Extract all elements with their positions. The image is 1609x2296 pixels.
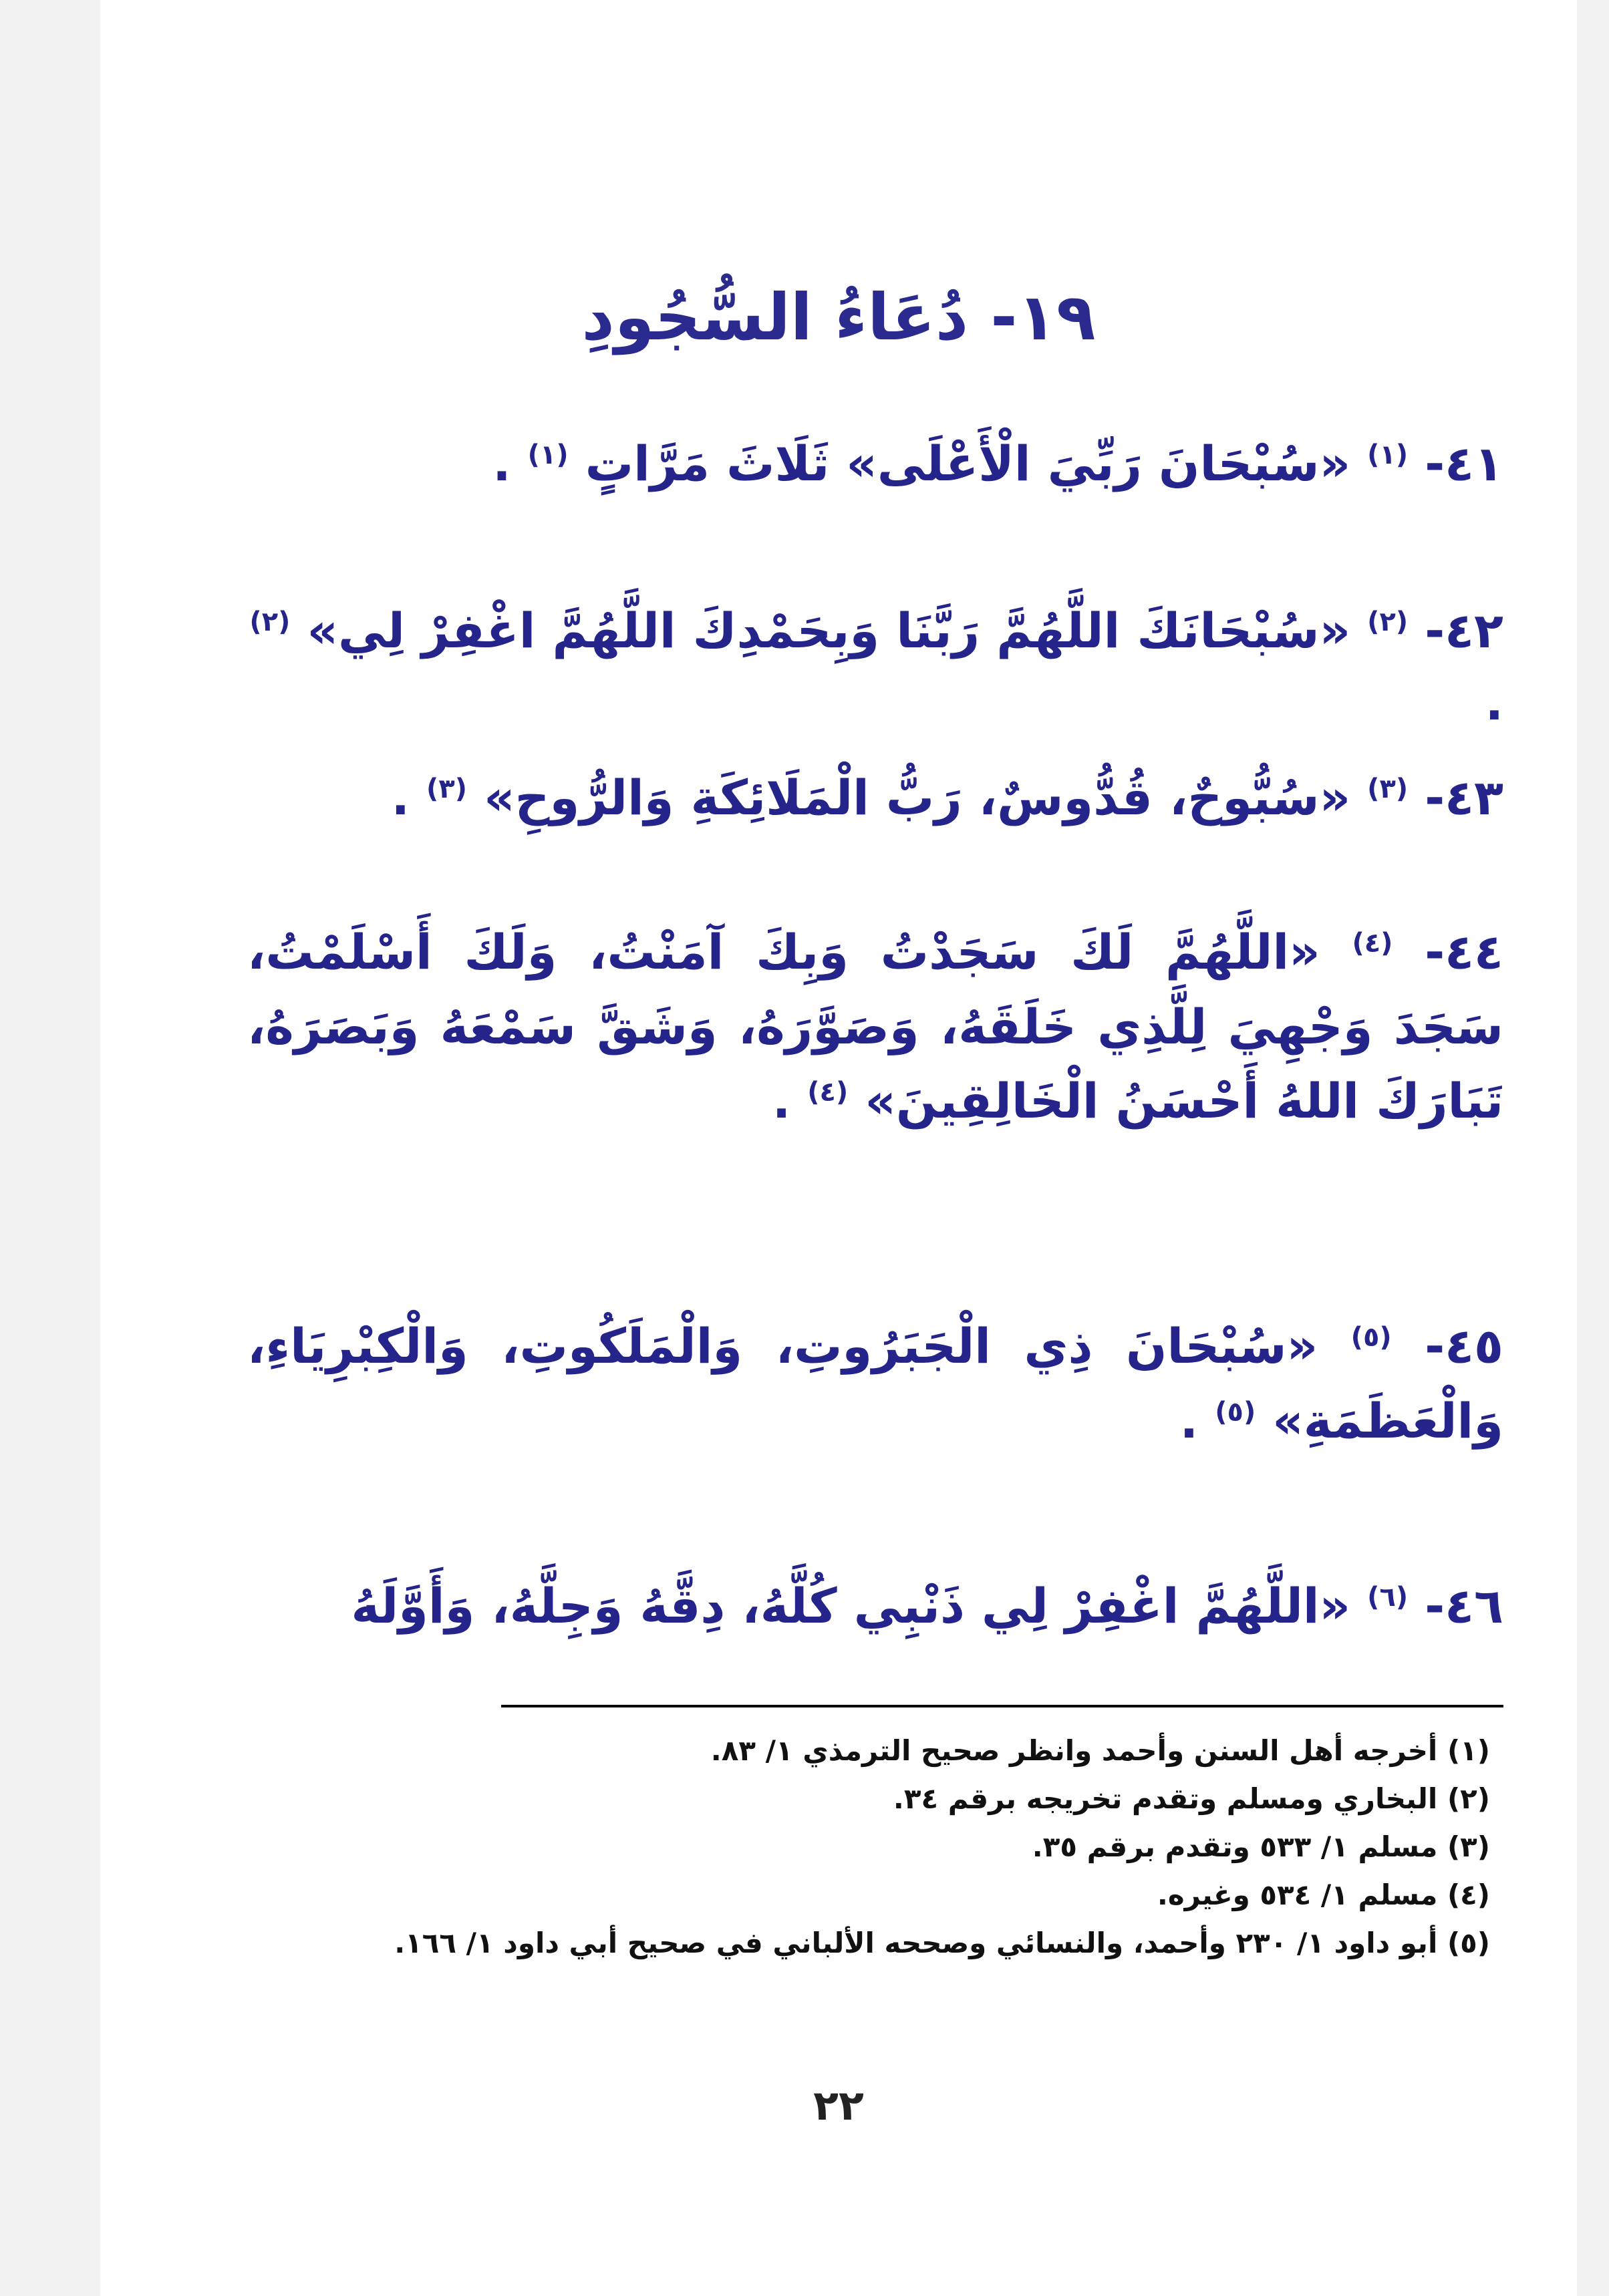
dua-entry-43 [247, 762, 1503, 834]
dua-text: «سُبْحَانَ رَبِّيَ الْأَعْلَى» ثَلَاثَ مَرَّاتٍ [585, 436, 1351, 492]
dua-entry-45 [247, 1309, 1503, 1458]
footnote-marker: (٤) [1352, 928, 1393, 959]
section-title: ١٩- دُعَاءُ السُّجُودِ [581, 280, 1096, 355]
footnote-marker: (٥) [1350, 1322, 1392, 1353]
entry-number: ٤٢- [1425, 603, 1503, 659]
entry-end: . [1179, 1392, 1199, 1449]
footnotes [274, 1727, 1490, 1967]
dua-text: «سُبْحَانَكَ اللَّهُمَّ رَبَّنَا وَبِحَمْدِكَ اللَّهُمَّ اغْفِرْ لِي» [307, 603, 1351, 659]
footnote-marker: (٢) [1367, 607, 1409, 637]
footnote-4: (٤) مسلم ١/ ٥٣٤ وغيره. [1157, 1878, 1490, 1911]
footnote-marker: (٥) [1215, 1396, 1256, 1428]
entry-number: ٤٦- [1425, 1578, 1503, 1634]
footnote-marker: (٦) [1367, 1582, 1409, 1613]
dua-text: «اللَّهُمَّ اغْفِرْ لِي ذَنْبِي كُلَّهُ، دِقَّهُ وَجِلَّهُ، وَأَوَّلَهُ [351, 1578, 1351, 1634]
entry-number: ٤٤- [1425, 924, 1503, 980]
footnote-marker: (٣) [426, 774, 468, 804]
footnote-marker: (٣) [1367, 774, 1409, 804]
entry-number: ٤٥- [1425, 1318, 1503, 1374]
footnote-5: (٥) أبو داود ١/ ٢٣٠ وأحمد، والنسائي وصححه الألباني في صحيح أبي داود ١/ ١٦٦. [394, 1927, 1490, 1959]
entry-number: ٤٣- [1425, 770, 1503, 826]
footnote-marker: (١) [527, 440, 569, 470]
entry-end: . [1485, 675, 1503, 731]
page-number: ٢٢ [813, 2081, 864, 2130]
entry-end: . [391, 770, 410, 826]
footnote-divider [501, 1705, 1503, 1707]
dua-entry-42 [247, 595, 1503, 739]
footnote-3: (٣) مسلم ١/ ٥٣٣ وتقدم برقم ٣٥. [1032, 1830, 1490, 1863]
footnote-marker: (٤) [807, 1077, 849, 1108]
book-page [100, 0, 1577, 2296]
dua-entry-46 [247, 1570, 1503, 1642]
dua-text: «سُبْحَانَ ذِي الْجَبَرُوتِ، وَالْمَلَكُوتِ، وَالْكِبْرِيَاءِ، وَالْعَظَمَةِ» [247, 1318, 1503, 1449]
footnote-1: (١) أخرجه أهل السنن وأحمد وانظر صحيح الترمذي ١/ ٨٣. [710, 1734, 1490, 1767]
dua-entry-41 [247, 428, 1503, 500]
dua-text: «اللَّهُمَّ لَكَ سَجَدْتُ وَبِكَ آمَنْتُ، وَلَكَ أَسْلَمْتُ، سَجَدَ وَجْهِيَ لِلَّذِي خَلَقَهُ، وَصَوَّرَهُ، وَشَقَّ سَمْعَهُ وَبَصَرَهُ، تَبَارَكَ اللهُ أَحْسَنُ الْخَالِقِينَ» [247, 924, 1503, 1130]
entry-end: . [492, 436, 511, 492]
entry-end: . [772, 1073, 791, 1130]
footnote-marker: (١) [1367, 440, 1409, 470]
entry-number: ٤١- [1425, 436, 1503, 492]
footnote-marker: (٢) [249, 607, 291, 637]
dua-entry-44 [247, 915, 1503, 1139]
dua-text: «سُبُّوحٌ، قُدُّوسٌ، رَبُّ الْمَلَائِكَةِ وَالرُّوحِ» [484, 770, 1351, 826]
footnote-2: (٢) البخاري ومسلم وتقدم تخريجه برقم ٣٤. [893, 1782, 1490, 1815]
